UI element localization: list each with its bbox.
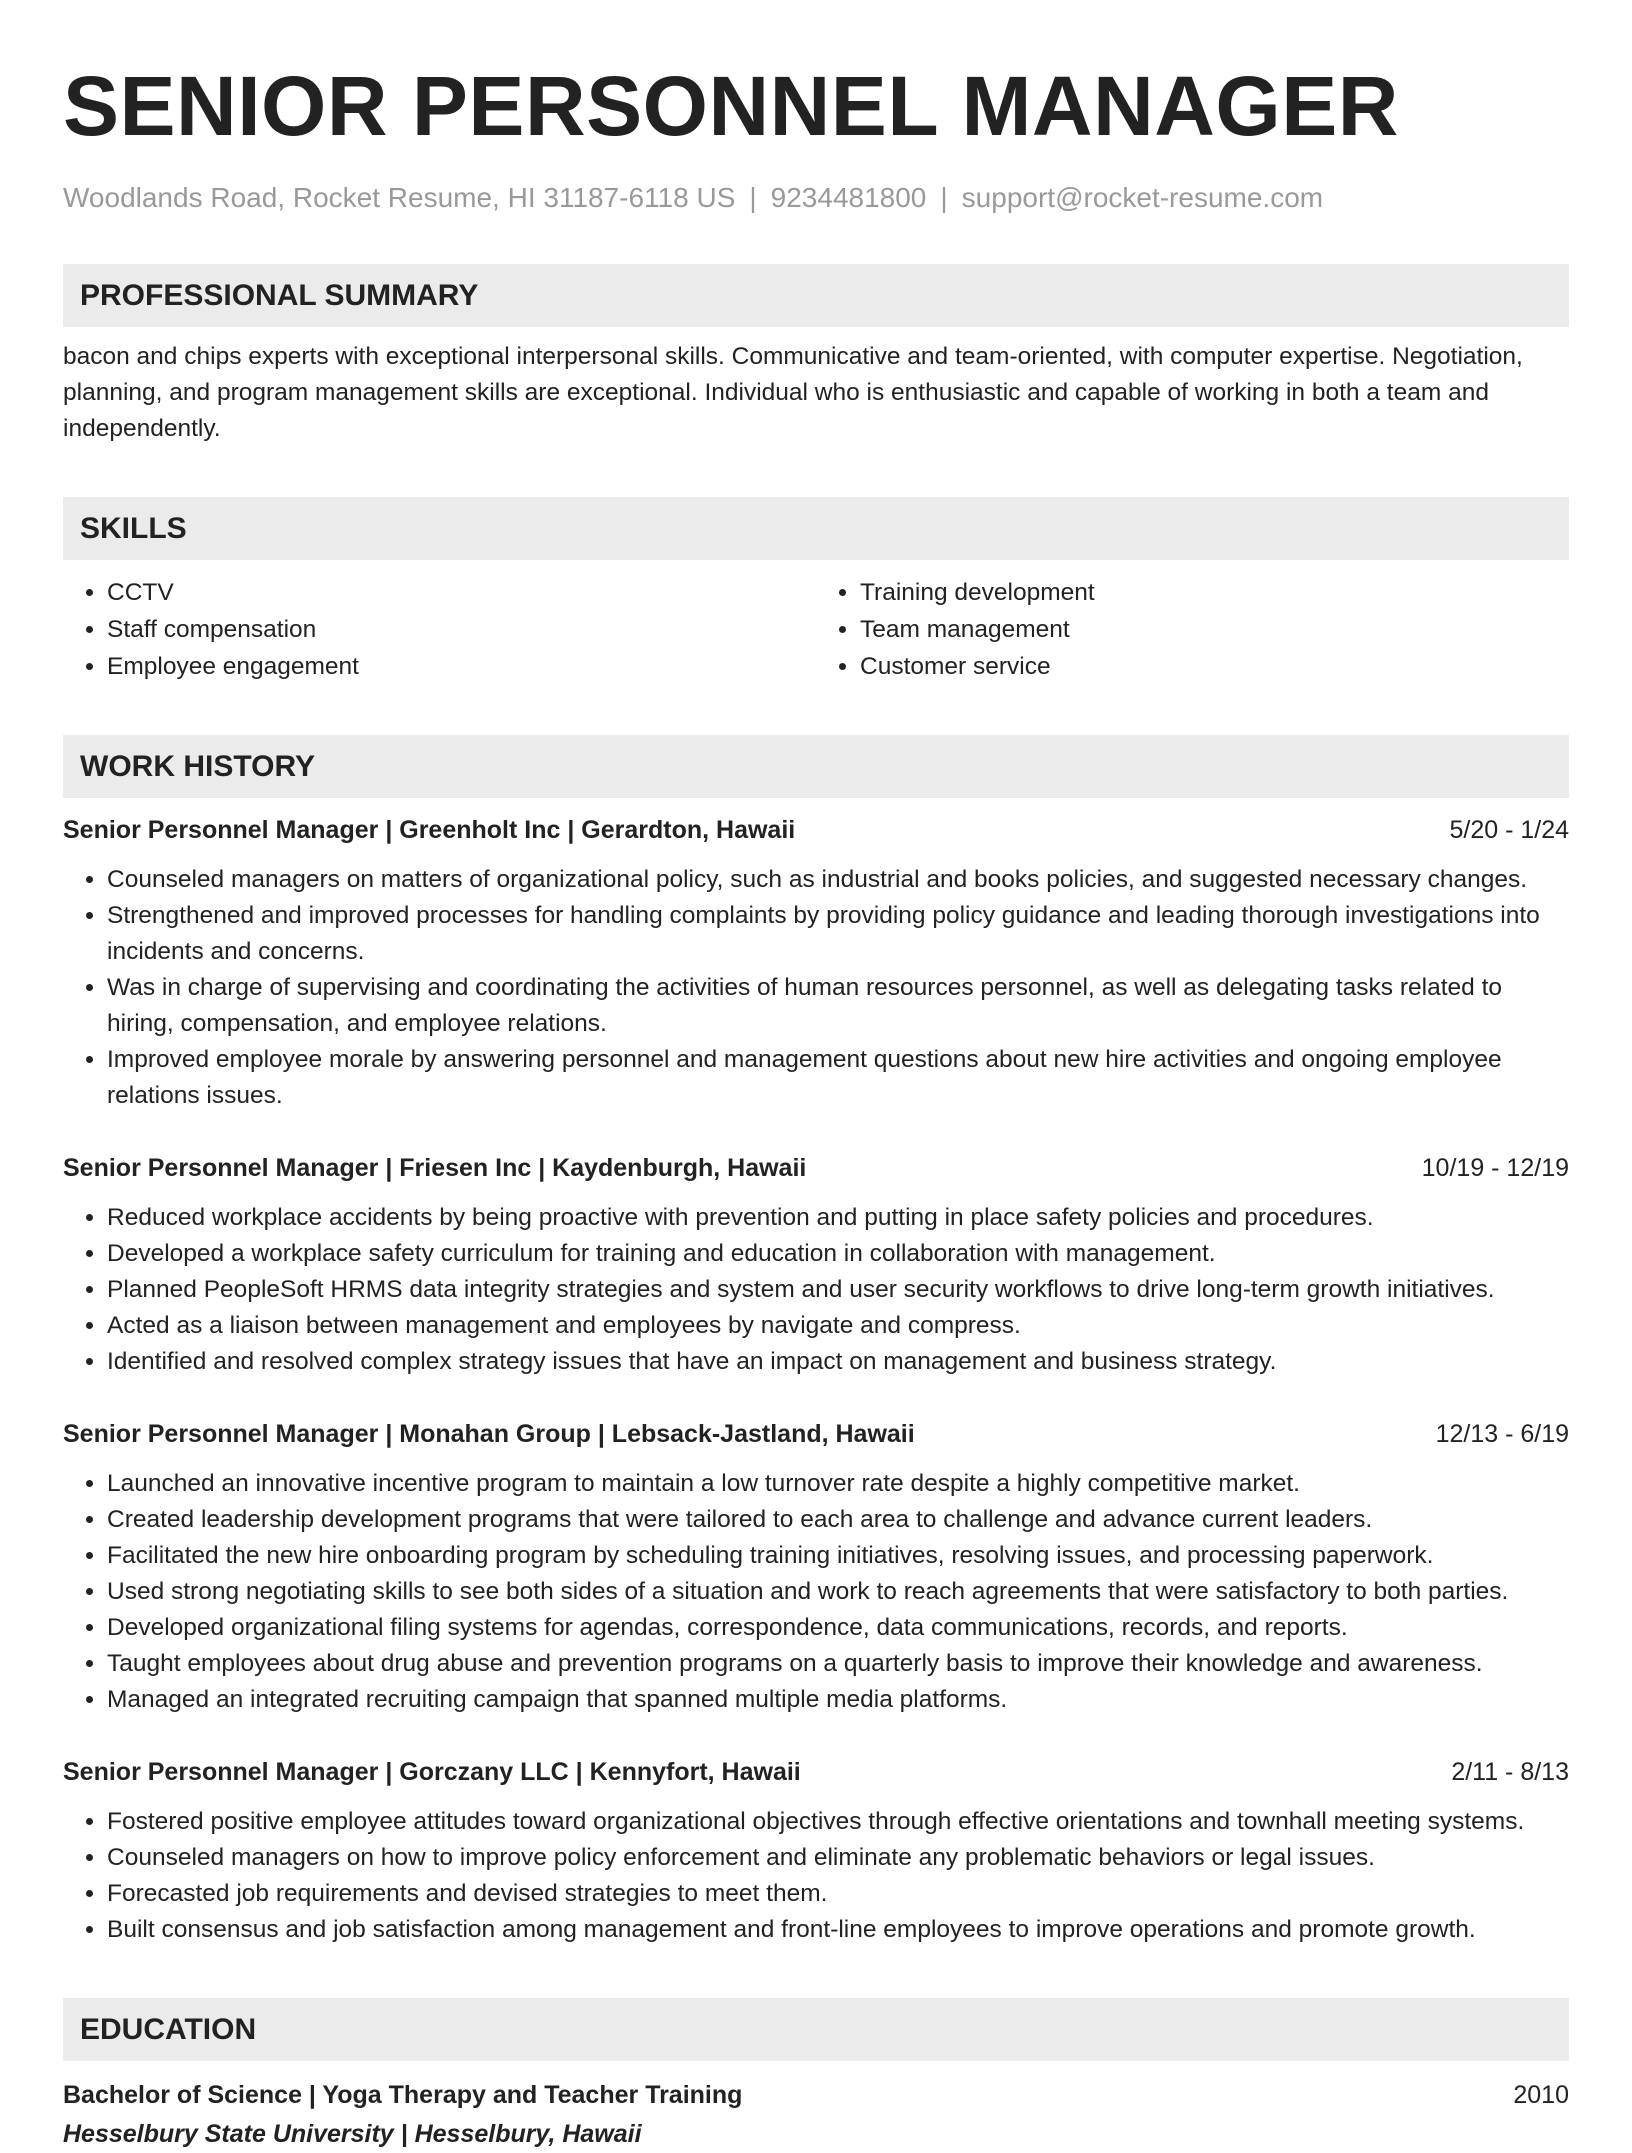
job-bullet: • Developed a workplace safety curriculum for training and education in collaboration with management. — [107, 1236, 1569, 1272]
job-bullets — [63, 1466, 1569, 1718]
education-school: Hesselbury State University | Hesselbury, Hawaii — [63, 2120, 642, 2148]
job-entry — [63, 810, 1569, 1114]
job-bullet: • Planned PeopleSoft HRMS data integrity strategies and system and user security workflows to drive long-term growth initiatives. — [107, 1272, 1569, 1308]
job-entry — [63, 1148, 1569, 1380]
job-bullet: • Strengthened and improved processes for handling complaints by providing policy guidance and leading thorough investigations into incidents and concerns. — [107, 898, 1569, 970]
education-year: 2010 — [1513, 2081, 1569, 2109]
education-header — [63, 2075, 1569, 2115]
job-header — [63, 1148, 1569, 1188]
job-bullet: • Identified and resolved complex strategy issues that have an impact on management and business strategy. — [107, 1344, 1569, 1380]
job-bullet: • Improved employee morale by answering personnel and management questions about new hire activities and ongoing employee relations issues. — [107, 1042, 1569, 1114]
job-bullet: • Was in charge of supervising and coordinating the activities of human resources personnel, as well as delegating tasks related to hiring, compensation, and employee relations. — [107, 970, 1569, 1042]
skills-column-left — [63, 574, 816, 685]
job-bullet: • Used strong negotiating skills to see both sides of a situation and work to reach agreements that were satisfactory to both parties. — [107, 1574, 1569, 1610]
skill-item: • Employee engagement — [107, 648, 816, 685]
job-bullet: • Built consensus and job satisfaction among management and front-line employees to improve operations and promote growth. — [107, 1912, 1569, 1948]
job-bullet: • Counseled managers on how to improve policy enforcement and eliminate any problematic behaviors or legal issues. — [107, 1840, 1569, 1876]
job-entry — [63, 1752, 1569, 1948]
job-bullet: • Reduced workplace accidents by being proactive with prevention and putting in place safety policies and procedures. — [107, 1200, 1569, 1236]
contact-address: Woodlands Road, Rocket Resume, HI 31187-6118 US — [63, 182, 736, 213]
candidate-name: SENIOR PERSONNEL MANAGER — [63, 59, 1399, 153]
job-bullet: • Managed an integrated recruiting campaign that spanned multiple media platforms. — [107, 1682, 1569, 1718]
job-dates: 5/20 - 1/24 — [1449, 816, 1569, 844]
job-bullet: • Launched an innovative incentive program to maintain a low turnover rate despite a highly competitive market. — [107, 1466, 1569, 1502]
section-heading-work-history: WORK HISTORY — [63, 735, 1569, 798]
job-bullet: • Developed organizational filing systems for agendas, correspondence, data communications, records, and reports. — [107, 1610, 1569, 1646]
job-bullet: • Acted as a liaison between management and employees by navigate and compress. — [107, 1308, 1569, 1344]
contact-phone: 9234481800 — [770, 182, 927, 213]
skills-list — [63, 574, 1569, 685]
job-title: Senior Personnel Manager | Friesen Inc | Kaydenburgh, Hawaii — [63, 1154, 807, 1182]
skill-item: • Staff compensation — [107, 611, 816, 648]
job-dates: 10/19 - 12/19 — [1421, 1154, 1569, 1182]
summary-text: bacon and chips experts with exceptional interpersonal skills. Communicative and team-oriented, with computer expertise. Negotiation, planning, and program management skills are exceptional. Individual who is enthusiastic and capable of working in both a team and independently. — [63, 343, 1523, 442]
job-bullets — [63, 1200, 1569, 1380]
education-degree: Bachelor of Science | Yoga Therapy and Teacher Training — [63, 2081, 743, 2109]
job-title: Senior Personnel Manager | Monahan Group | Lebsack-Jastland, Hawaii — [63, 1420, 915, 1448]
skill-item: • CCTV — [107, 574, 816, 611]
section-heading-summary: PROFESSIONAL SUMMARY — [63, 264, 1569, 327]
section-heading-skills: SKILLS — [63, 497, 1569, 560]
contact-line — [63, 182, 1569, 214]
job-dates: 2/11 - 8/13 — [1451, 1758, 1569, 1786]
contact-separator: | — [940, 182, 948, 213]
job-bullet: • Counseled managers on matters of organizational policy, such as industrial and books policies, and suggested necessary changes. — [107, 862, 1569, 898]
contact-separator: | — [749, 182, 757, 213]
job-bullet: • Created leadership development programs that were tailored to each area to challenge and advance current leaders. — [107, 1502, 1569, 1538]
job-bullet: • Forecasted job requirements and devised strategies to meet them. — [107, 1876, 1569, 1912]
job-bullets — [63, 862, 1569, 1114]
job-bullet: • Facilitated the new hire onboarding program by scheduling training initiatives, resolving issues, and processing paperwork. — [107, 1538, 1569, 1574]
job-bullet: • Taught employees about drug abuse and prevention programs on a quarterly basis to improve their knowledge and awareness. — [107, 1646, 1569, 1682]
job-bullet: • Fostered positive employee attitudes toward organizational objectives through effective orientations and townhall meeting systems. — [107, 1804, 1569, 1840]
job-header — [63, 810, 1569, 850]
job-bullets — [63, 1804, 1569, 1948]
skill-item: • Training development — [860, 574, 1569, 611]
job-title: Senior Personnel Manager | Gorczany LLC | Kennyfort, Hawaii — [63, 1758, 801, 1786]
skill-item: • Customer service — [860, 648, 1569, 685]
skills-column-right — [816, 574, 1569, 685]
contact-email: support@rocket-resume.com — [961, 182, 1324, 213]
job-entry — [63, 1414, 1569, 1718]
job-dates: 12/13 - 6/19 — [1435, 1420, 1569, 1448]
job-title: Senior Personnel Manager | Greenholt Inc | Gerardton, Hawaii — [63, 816, 796, 844]
job-header — [63, 1414, 1569, 1454]
job-header — [63, 1752, 1569, 1792]
section-heading-education: EDUCATION — [63, 1998, 1569, 2061]
skill-item: • Team management — [860, 611, 1569, 648]
education-entry — [63, 2075, 1569, 2153]
